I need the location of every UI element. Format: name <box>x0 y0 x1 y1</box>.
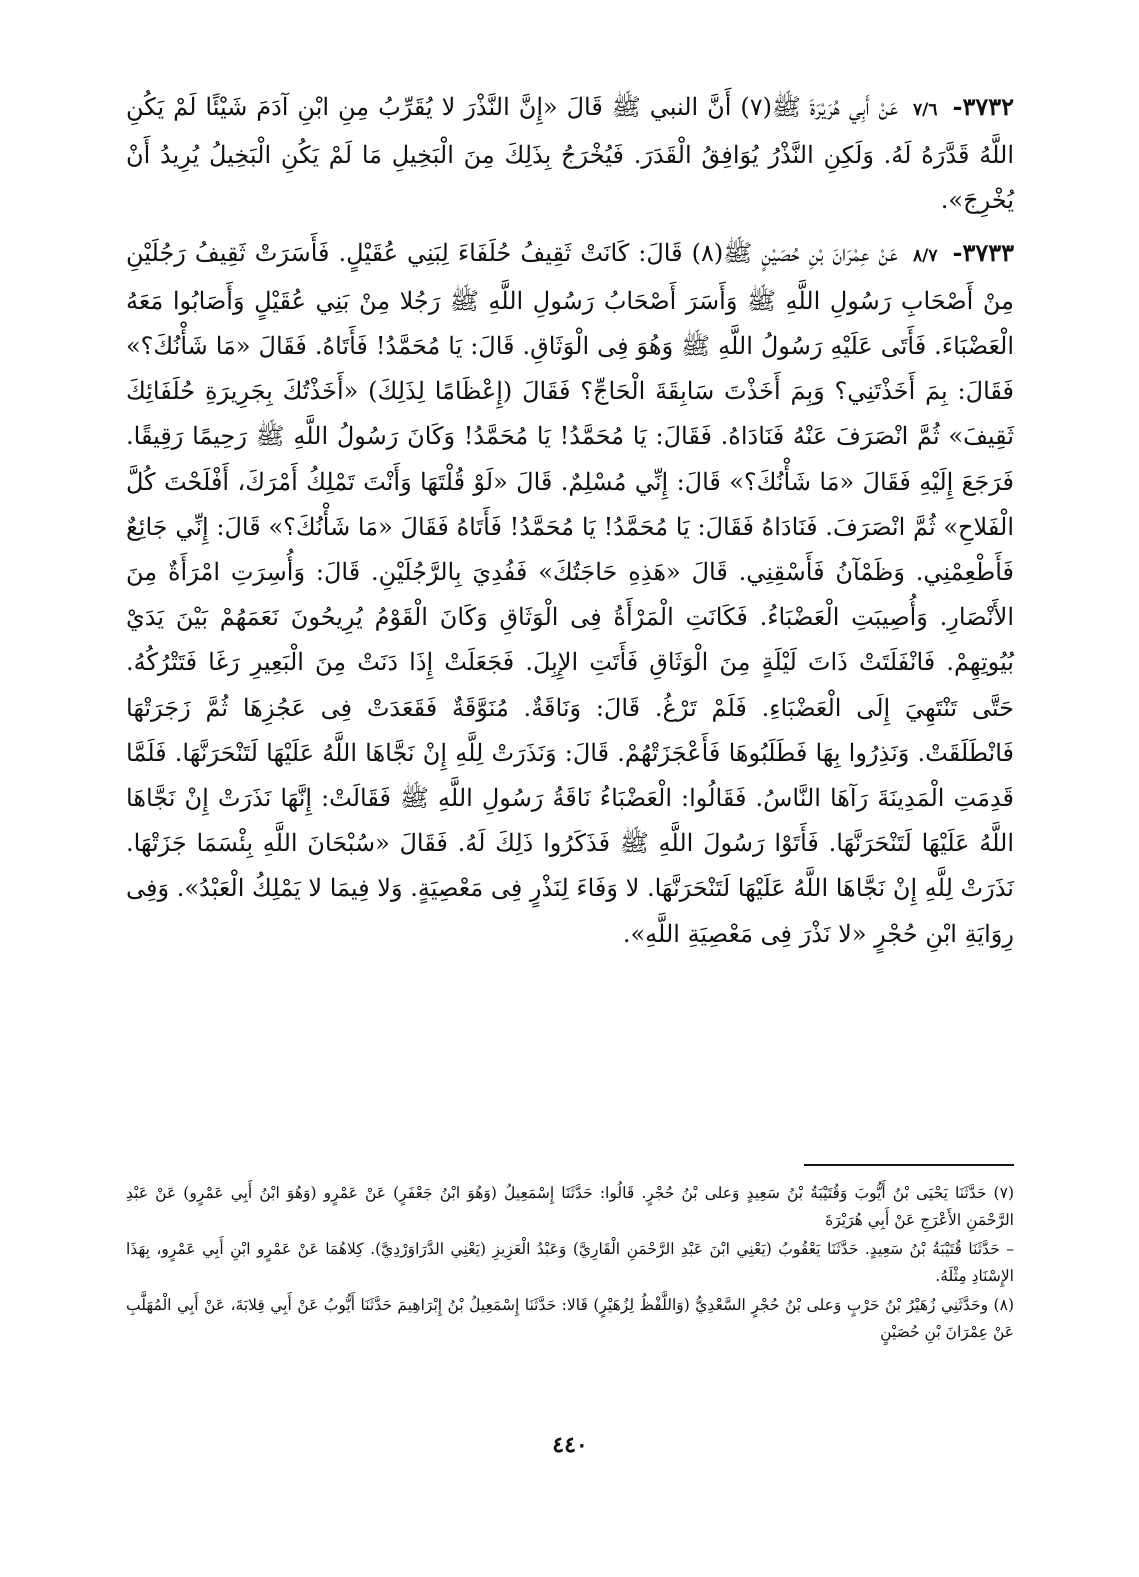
footnotes <box>126 1180 1014 1348</box>
hadith-text: عَنْ أَبِي هُرَيْرَةَ ﷺ(٧) أَنَّ النبي ﷺ قَالَ «إِنَّ النَّذْرَ لا يُقَرِّبُ مِنِ ابْنِ آدَمَ شَيْئًا لَمْ يَكُنِ اللَّهُ قَدَّرَهُ لَهُ. وَلَكِنِ النَّذْرُ يُوَافِقُ الْقَدَرَ. فَيُخْرَجُ بِذَلِكَ مِنَ الْبَخِيلِ مَا لَمْ يَكُنِ الْبَخِيلُ يُرِيدُ أَنْ يُخْرِجَ». <box>126 93 1014 215</box>
footnote-7: (٧) حَدَّثَنَا يَحْيَى بْنُ أَيُّوبَ وَقُتَيْبَةُ بْنُ سَعِيدٍ وَعلى بْنُ حُجْرٍ. قَالُوا: حَدَّثَنَا إِسْمَعِيلُ (وَهُوَ ابْنُ جَعْفَرٍ) عَنْ عَمْرٍو (وَهُوَ ابْنُ أَبِي عَمْرٍو) عَنْ عَبْدِ الرَّحْمَنِ الأَعْرَجِ عَنْ أَبِي هُرَيْرَةَ <box>126 1184 1014 1229</box>
hadith-3733 <box>126 230 1014 957</box>
hadith-number: ٣٧٣٢- <box>952 92 1015 121</box>
verse-number: ٧/٦ <box>913 100 938 120</box>
main-text <box>126 84 1014 963</box>
hadith-number: ٣٧٣٣- <box>952 237 1015 267</box>
footnote-separator <box>804 1164 1014 1166</box>
verse-number: ٨/٧ <box>912 245 938 266</box>
footnote-7-continued: – حَدَّثَنَا قُتَيْبَةُ بْنُ سَعِيدٍ. حَدَّثَنَا يَعْقُوبُ (يَعْنِي ابْنَ عَبْدِ الرَّحْمَنِ الْقَارِيَّ) وَعَبْدُ الْعَزِيزِ (يَعْنِي الدَّرَاوَرْدِيَّ). كِلاهُمَا عَنْ عَمْرٍو ابْنِ أَبِي عَمْرٍو، بِهَذَا الإِسْنَادِ مِثْلَهُ. <box>126 1240 1014 1285</box>
footnote-8: (٨) وحَدَّثَنِي زُهَيْرُ بْنُ حَرْبٍ وَعلى بْنُ حُجْرٍ السَّعْدِيُّ (وَاللَّفْظُ لِزُهَيْرٍ) قَالا: حَدَّثَنَا إِسْمَعِيلُ بْنُ إِبْرَاهِيمَ حَدَّثَنَا أَيُّوبُ عَنْ أَبِي قِلابَةَ، عَنْ أَبِي الْمُهَلَّبِ عَنْ عِمْرَانَ بْنِ حُصَيْنٍ <box>126 1296 1014 1341</box>
hadith-text: عَنْ عِمْرَانَ بْنِ حُصَيْنٍ ﷺ(٨) قَالَ: كَانَتْ ثَقِيفُ حُلَفَاءَ لِبَنِي عُقَيْلٍ. فَأَسَرَتْ ثَقِيفُ رَجُلَيْنِ مِنْ أَصْحَابِ رَسُولِ اللَّهِ ﷺ وَأَسَرَ أَصْحَابُ رَسُولِ اللَّهِ ﷺ رَجُلا مِنْ بَنِي عُقَيْلٍ وَأَصَابُوا مَعَهُ الْعَضْبَاءَ. فَأَتَى عَلَيْهِ رَسُولُ اللَّهِ ﷺ وَهُوَ فِى الْوَثَاقِ. قَالَ: يَا مُحَمَّدُ! فَأَتَاهُ. فَقَالَ «مَا شَأْنُكَ؟» فَقَالَ: بِمَ أَخَذْتَنِي؟ وَبِمَ أَخَذْتَ سَابِقَةَ الْحَاجِّ؟ فَقَالَ (إِعْظَامًا لِذَلِكَ) «أَخَذْتُكَ بِجَرِيرَةِ حُلَفَائِكَ ثَقِيفَ» ثُمَّ انْصَرَفَ عَنْهُ فَنَادَاهُ. فَقَالَ: يَا مُحَمَّدُ! يَا مُحَمَّدُ! وَكَانَ رَسُولُ اللَّهِ ﷺ رَحِيمًا رَقِيقًا. فَرَجَعَ إِلَيْهِ فَقَالَ «مَا شَأْنُكَ؟» قَالَ: إِنِّي مُسْلِمٌ. قَالَ «لَوْ قُلْتَهَا وَأَنْتَ تَمْلِكُ أَمْرَكَ، أَفْلَحْتَ كُلَّ الْفَلاحِ» ثُمَّ انْصَرَفَ. فَنَادَاهُ فَقَالَ: يَا مُحَمَّدُ! يَا مُحَمَّدُ! فَأَتَاهُ فَقَالَ «مَا شَأْنُكَ؟» قَالَ: إِنِّي جَائِعٌ فَأَطْعِمْنِي. وَظَمْآنُ فَأَسْقِنِي. قَالَ «هَذِهِ حَاجَتُكَ» فَفُدِيَ بِالرَّجُلَيْنِ. قَالَ: وَأُسِرَتِ امْرَأَةٌ مِنَ الأَنْصَارِ. وَأُصِيبَتِ الْعَضْبَاءُ. فَكَانَتِ الْمَرْأَةُ فِى الْوَثَاقِ وَكَانَ الْقَوْمُ يُرِيحُونَ نَعَمَهُمْ بَيْنَ يَدَيْ بُيُوتِهِمْ. فَانْفَلَتَتْ ذَاتَ لَيْلَةٍ مِنَ الْوَثَاقِ فَأَتَتِ الإِبِلَ. فَجَعَلَتْ إِذَا دَنَتْ مِنَ الْبَعِيرِ رَغَا فَتَتْرُكُهُ. حَتَّى تَنْتَهِيَ إِلَى الْعَضْبَاءِ. فَلَمْ تَرْغُ. قَالَ: وَنَاقَةٌ. مُنَوَّقَةٌ فَقَعَدَتْ فِى عَجُزِهَا ثُمَّ زَجَرَتْهَا فَانْطَلَقَتْ. وَنَذِرُوا بِهَا فَطَلَبُوهَا فَأَعْجَزَتْهُمْ. قَالَ: وَنَذَرَتْ لِلَّهِ إِنْ نَجَّاهَا اللَّهُ عَلَيْهَا لَتَنْحَرَنَّهَا. فَلَمَّا قَدِمَتِ الْمَدِينَةَ رَآهَا النَّاسُ. فَقَالُوا: الْعَضْبَاءُ نَاقَةُ رَسُولِ اللَّهِ ﷺ فَقَالَتْ: إِنَّهَا نَذَرَتْ إِنْ نَجَّاهَا اللَّهُ عَلَيْهَا لَتَنْحَرَنَّهَا. فَأَتَوْا رَسُولَ اللَّهِ ﷺ فَذَكَرُوا ذَلِكَ لَهُ. فَقَالَ «سُبْحَانَ اللَّهِ بِئْسَمَا جَزَتْهَا. نَذَرَتْ لِلَّهِ إِنْ نَجَّاهَا اللَّهُ عَلَيْهَا لَتَنْحَرَنَّهَا. لا وَفَاءَ لِنَذْرٍ فِى مَعْصِيَةٍ. وَلا فِيمَا لا يَمْلِكُ الْعَبْدُ». وَفِى رِوَايَةِ ابْنِ حُجْرٍ «لا نَذْرَ فِى مَعْصِيَةِ اللَّهِ». <box>126 238 1015 948</box>
hadith-3732 <box>126 84 1014 224</box>
page-number: ٤٤٠ <box>552 1432 588 1458</box>
